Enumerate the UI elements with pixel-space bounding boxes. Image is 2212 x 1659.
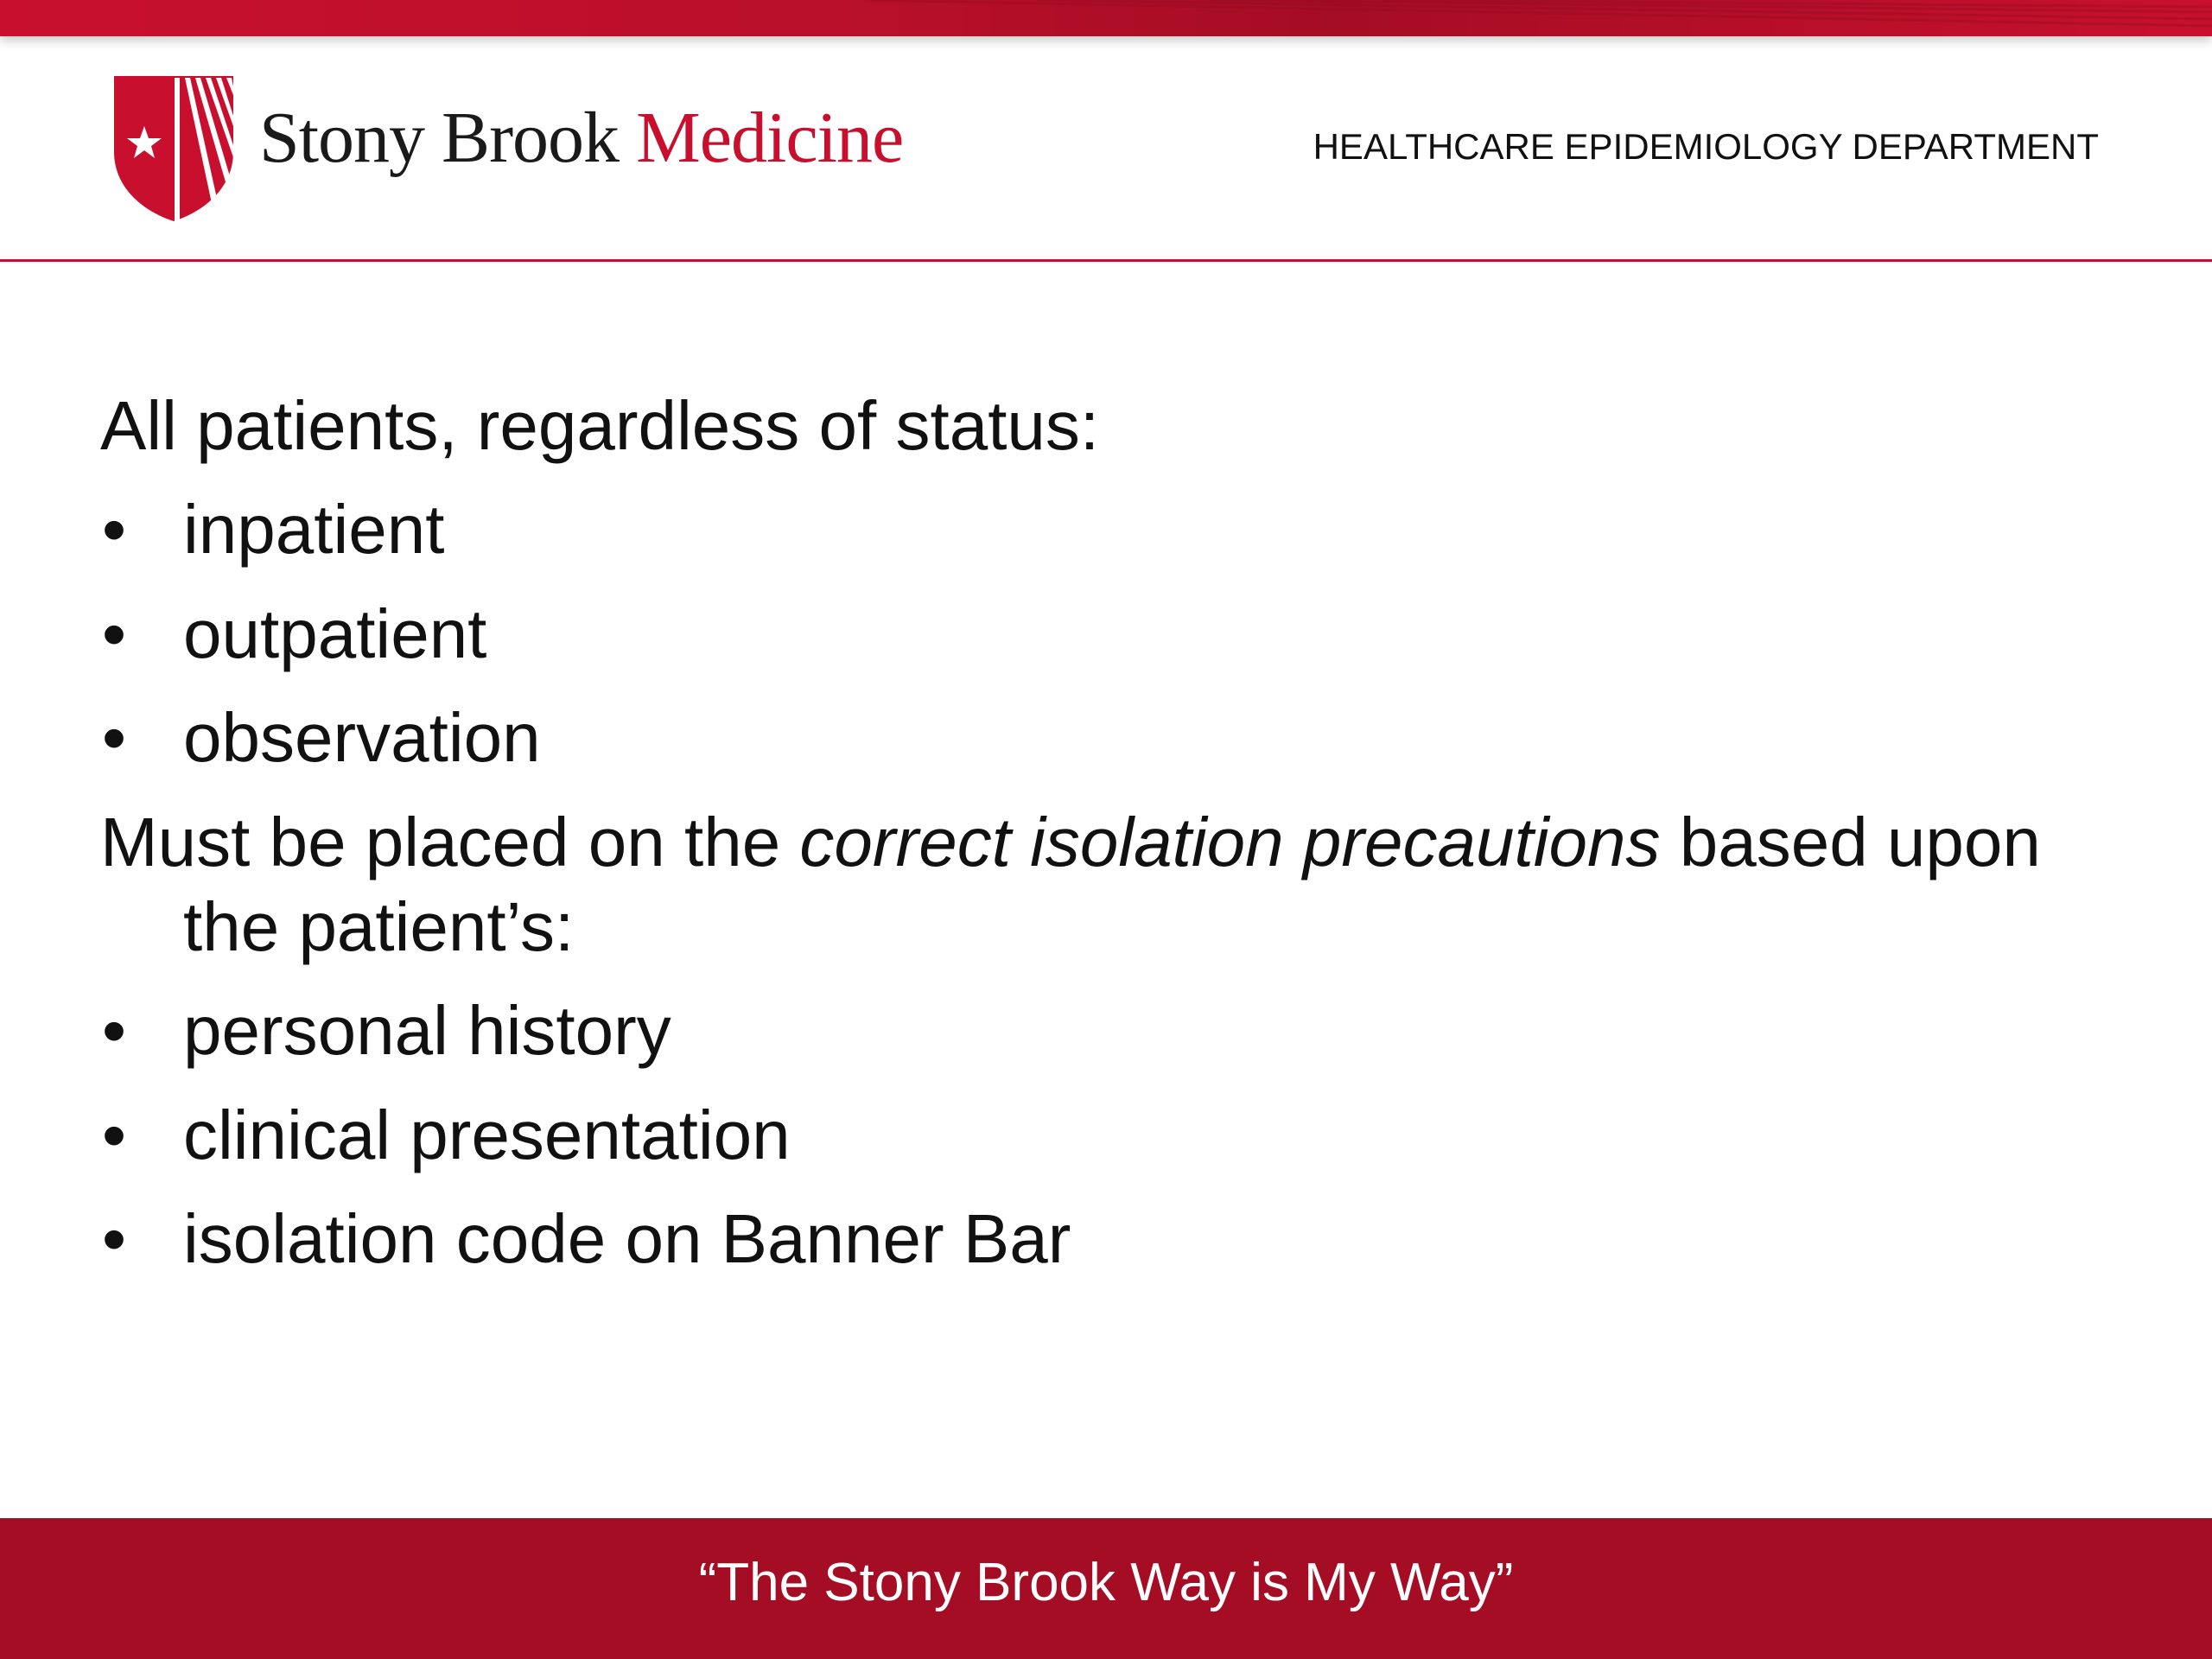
- list-item-text: inpatient: [183, 491, 445, 569]
- list-item-text: isolation code on Banner Bar: [183, 1200, 1071, 1278]
- status-list: [100, 487, 2113, 780]
- list-item: [100, 487, 2113, 572]
- slide-body: [100, 384, 2113, 1301]
- bullet-icon: •: [102, 699, 127, 777]
- band-stripes-graphic: [0, 0, 2212, 36]
- requirement-end: based upon the patient’s:: [183, 803, 2041, 965]
- list-item: [100, 696, 2113, 780]
- bullet-icon: •: [102, 1096, 127, 1173]
- list-item: [100, 988, 2113, 1073]
- requirement-start: Must be placed on the: [100, 803, 800, 880]
- list-item: [100, 592, 2113, 677]
- bullet-icon: •: [102, 594, 127, 672]
- bullet-icon: •: [102, 491, 127, 569]
- list-item-text: clinical presentation: [183, 1096, 791, 1173]
- brand-secondary-text: Medicine: [636, 98, 904, 178]
- requirement-emphasis: correct isolation precautions: [799, 803, 1661, 880]
- department-label: HEALTHCARE EPIDEMIOLOGY DEPARTMENT: [1313, 126, 2099, 167]
- requirement-text: [100, 800, 2113, 970]
- list-item: [100, 1093, 2113, 1178]
- list-item-text: observation: [183, 699, 541, 777]
- intro-text: All patients, regardless of status:: [100, 387, 1100, 464]
- bullet-icon: •: [102, 1200, 127, 1278]
- footer-bar: [0, 1518, 2212, 1659]
- brand-primary-text: Stony Brook: [259, 98, 620, 178]
- header-divider: [0, 259, 2212, 262]
- top-decorative-band: [0, 0, 2212, 36]
- footer-tagline: “The Stony Brook Way is My Way”: [698, 1553, 1514, 1612]
- list-item-text: outpatient: [183, 594, 487, 672]
- list-item: [100, 1197, 2113, 1281]
- basis-list: [100, 988, 2113, 1281]
- brand-wordmark: [259, 98, 904, 178]
- stony-brook-shield-logo: [111, 73, 237, 225]
- bullet-icon: •: [102, 992, 127, 1070]
- list-item-text: personal history: [183, 992, 671, 1070]
